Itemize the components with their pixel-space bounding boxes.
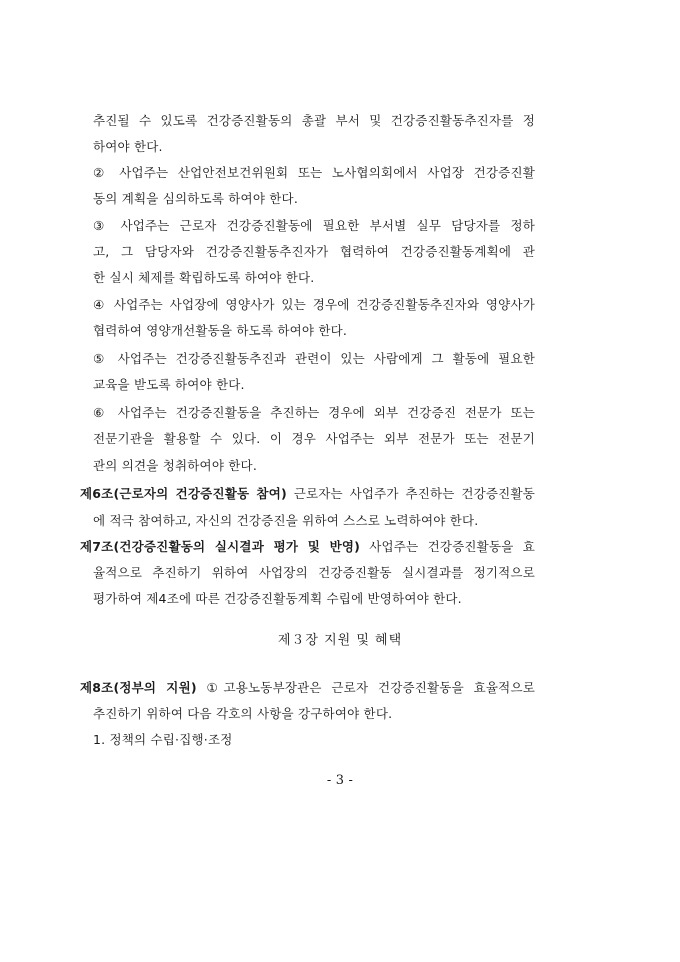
paragraph-2-line-1: ② 사업주는 산업안전보건위원회 또는 노사협의회에서 사업장 건강증진활 (93, 165, 535, 180)
article-6-line-1-text: 근로자는 사업주가 추진하는 건강증진활동 (286, 486, 535, 501)
paragraph-3-line-1: ③ 사업주는 근로자 건강증진활동에 필요한 부서별 실무 담당자를 정하 (93, 218, 535, 233)
article-7-line-2: 율적으로 추진하기 위하여 사업장의 건강증진활동 실시결과를 정기적으로 (93, 565, 535, 580)
paragraph-2-line-2: 동의 계획을 심의하도록 하여야 한다. (93, 191, 298, 206)
article-8-item-1: 1. 정책의 수립·집행·조정 (93, 732, 233, 747)
paragraph-6-line-2: 전문기관을 활용할 수 있다. 이 경우 사업주는 외부 전문가 또는 전문기 (93, 431, 535, 446)
paragraph-6-line-1: ⑥ 사업주는 건강증진활동을 추진하는 경우에 외부 건강증진 전문가 또는 (93, 405, 535, 420)
paragraph-1-line-2: 하여야 한다. (93, 139, 163, 154)
article-8-line-1-text: ①고용노동부장관은 근로자 건강증진활동을 효율적으로 (196, 680, 535, 695)
article-8-line-1 (80, 680, 535, 696)
article-7-line-1 (80, 539, 535, 555)
chapter-heading: 제３장 지원 및 혜택 (277, 633, 403, 648)
paragraph-5-line-1: ⑤ 사업주는 건강증진활동추진과 관련이 있는 사람에게 그 활동에 필요한 (93, 351, 535, 366)
paragraph-4-line-1: ④ 사업주는 사업장에 영양사가 있는 경우에 건강증진활동추진자와 영양사가 (93, 297, 535, 312)
article-7-line-3: 평가하여 제4조에 따른 건강증진활동계획 수립에 반영하여야 한다. (93, 591, 462, 606)
article-6-line-1 (80, 486, 535, 502)
paragraph-6-line-3: 관의 의견을 청취하여야 한다. (93, 458, 257, 473)
paragraph-3-line-2: 고, 그 담당자와 건강증진활동추진자가 협력하여 건강증진활동계획에 관 (93, 244, 535, 259)
paragraph-1-line-1: 추진될 수 있도록 건강증진활동의 총괄 부서 및 건강증진활동추진자를 정 (93, 113, 535, 128)
paragraph-5-line-2: 교육을 받도록 하여야 한다. (93, 377, 245, 392)
paragraph-4-line-2: 협력하여 영양개선활동을 하도록 하여야 한다. (93, 323, 348, 338)
article-8-line-2: 추진하기 위하여 다음 각호의 사항을 강구하여야 한다. (93, 706, 393, 721)
article-7-line-1-text: 사업주는 건강증진활동을 효 (360, 539, 535, 554)
article-6-line-2: 에 적극 참여하고, 자신의 건강증진을 위하여 스스로 노력하여야 한다. (93, 513, 479, 528)
article-7-title: 제7조(건강증진활동의 실시결과 평가 및 반영) (80, 539, 361, 554)
page-number: - 3 - (326, 773, 354, 788)
article-6-title: 제6조(근로자의 건강증진활동 참여) (80, 486, 287, 501)
article-8-title: 제8조(정부의 지원) (80, 680, 197, 695)
paragraph-3-line-3: 한 실시 체제를 확립하도록 하여야 한다. (93, 270, 315, 285)
